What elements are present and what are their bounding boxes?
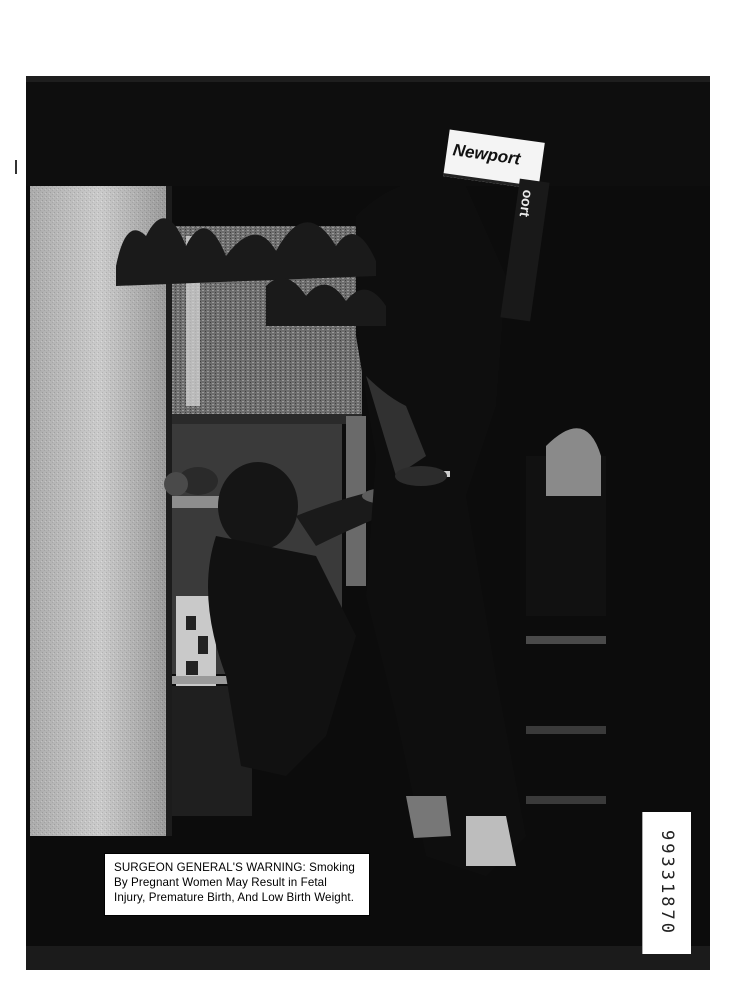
- pack-side-brand: oort: [516, 188, 537, 218]
- warning-line-3: Injury, Premature Birth, And Low Birth Weight.: [114, 891, 355, 904]
- document-number: 99331870: [657, 830, 677, 936]
- child-head: [218, 462, 298, 550]
- warning-line-1: SURGEON GENERAL'S WARNING: Smoking: [114, 861, 355, 874]
- warning-line-2: By Pregnant Women May Result in Fetal: [114, 876, 327, 889]
- pack-brand: Newport: [451, 140, 522, 169]
- surgeon-general-warning: [104, 853, 370, 916]
- headline-shape: [106, 176, 406, 336]
- ad-photo: [26, 76, 710, 970]
- scan-mark: [15, 160, 17, 174]
- document-number-box: [642, 812, 691, 954]
